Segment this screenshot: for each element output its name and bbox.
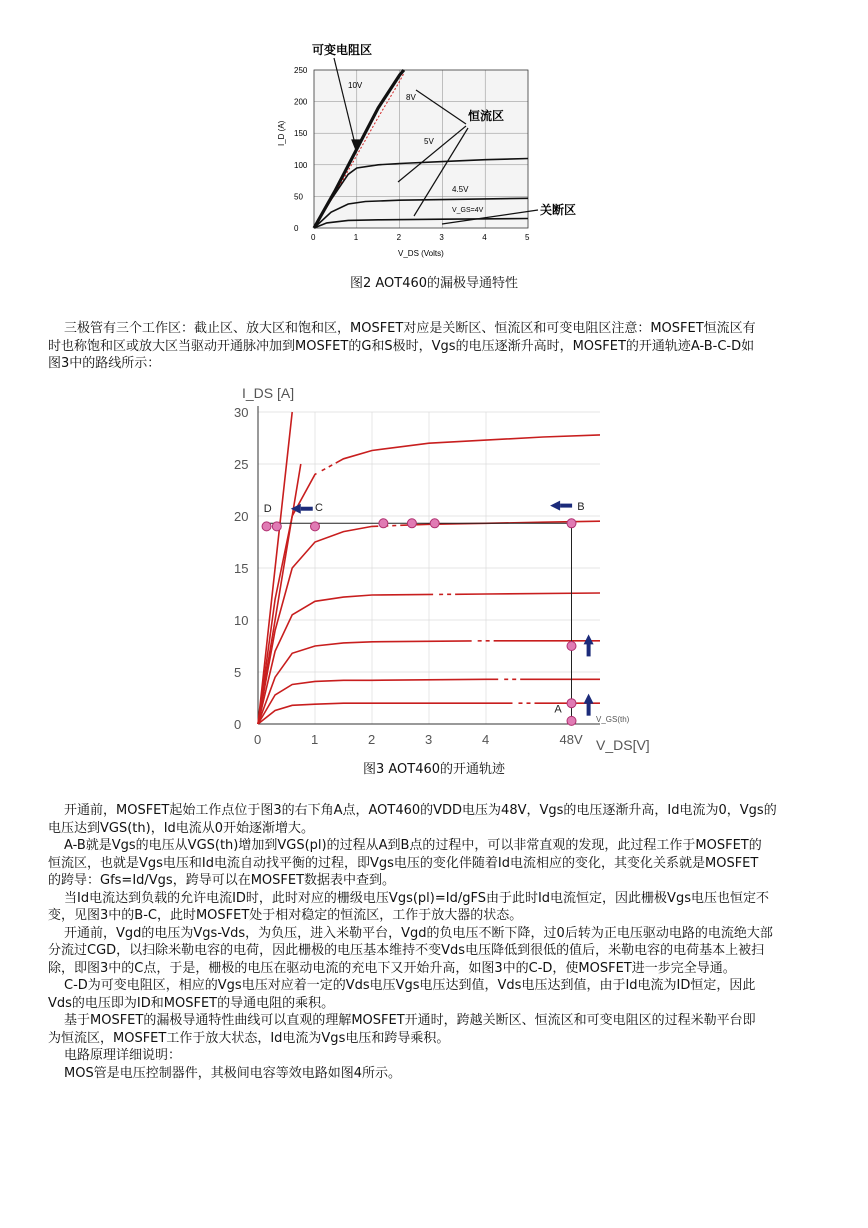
fig2-xtick-label: 4 [482,233,487,242]
trajectory-point [567,699,576,708]
curve-label-4-5v: 4.5V [452,185,469,194]
body-line: 电路原理详细说明： [64,1048,182,1063]
fig3-ytick-label: 25 [234,457,249,472]
fig3-vgs-label: V_GS(th) [596,715,630,724]
fig3-xtick-label: 3 [425,732,433,747]
figure-3-chart [220,382,660,760]
fig3-xtick-label: 48V [559,732,583,747]
body-line: 开通前，MOSFET起始工作点位于图3的右下角A点，AOT460的VDD电压为48V，Vgs的电压逐渐升高，Id电流为0，Vgs的 [64,803,777,818]
body-line: 分流过CGD，以扫除米勒电容的电荷，因此栅极的电压基本维持不变Vds电压降低到很低的值后，米勒电容的电荷基本上被扫 [48,943,765,958]
trajectory-point [430,519,439,528]
body-line: 基于MOSFET的漏极导通特性曲线可以直观的理解MOSFET开通时，跨越关断区、恒流区和可变电阻区的过程米勒平台即 [64,1013,756,1028]
trajectory-label-a: A [554,703,562,716]
body-line: 电压达到VGS(th)，Id电流从0开始逐渐增大。 [48,820,315,836]
figure-3-caption: 图3 AOT460的开通轨迹 [362,762,506,777]
trajectory-point [567,519,576,528]
fig3-ytick-label: 0 [234,717,242,732]
trajectory-point [567,642,576,651]
curve-label-8v: 8V [406,93,416,102]
figure-2-drain-characteristics [270,42,577,264]
trajectory-arrow-left [550,501,560,511]
trajectory-point [379,519,388,528]
fig2-ytick-label: 100 [294,160,308,170]
fig3-ytick-label: 10 [234,613,249,628]
body-line: MOS管是电压控制器件，其极间电容等效电路如图4所示。 [64,1065,401,1081]
trajectory-label-c: C [315,501,323,514]
body-line: C-D为可变电阻区，相应的Vgs电压对应着一定的Vds电压Vgs电压达到值，Vds电压达到值，由于Id电流为ID恒定，因此 [64,978,756,993]
fig3-ylabel: I_DS [A] [242,385,295,401]
trajectory-point [262,522,271,531]
fig3-ytick-label: 30 [234,405,249,420]
fig2-xtick-label: 1 [353,233,359,242]
fig2-ytick-label: 50 [294,192,303,202]
intro-line: 时也称饱和区或放大区当驱动开通脉冲加到MOSFET的G和S极时，Vgs的电压逐渐升高时，MOSFET的开通轨迹A-B-C-D如 [48,338,755,354]
fig3-ytick-label: 5 [234,665,242,680]
body-line: 当Id电流达到负载的允许电流ID时，此时对应的栅级电压Vgs(pl)=Id/gFS由于此时Id电流恒定，因此栅极Vgs电压也恒定不 [64,890,769,906]
fig2-ytick-label: 150 [294,129,308,139]
fig2-ytick-label: 0 [294,224,299,233]
intro-paragraph [48,320,824,373]
region-label-variable-resistance: 可变电阻区 [312,43,373,57]
fig3-ytick-label: 15 [234,561,249,576]
figure-3-turn-on-trajectory [220,382,660,760]
curve-label-10v: 10V [348,81,363,90]
fig3-xtick-label: 1 [311,732,319,747]
trajectory-arrow-shaft [587,703,591,716]
fig3-xtick-label: 2 [368,732,376,747]
region-label-cutoff: 关断区 [540,203,577,217]
intro-line: 图3中的路线所示： [48,356,161,371]
figure-2-chart [270,42,577,264]
trajectory-label-d: D [263,502,272,515]
fig2-xtick-label: 0 [311,233,316,242]
trajectory-point [272,522,281,531]
trajectory-point [311,522,320,531]
body-line: 的跨导：Gfs=Id/Vgs，跨导可以在MOSFET数据表中查到。 [48,873,396,888]
trajectory-arrow-up [584,694,594,704]
fig2-xtick-label: 3 [439,233,444,242]
trajectory-arrow-up [584,634,594,644]
body-line: 恒流区，也就是Vgs电压和Id电流自动找平衡的过程，即Vgs电压的变化伴随着Id电流相应的变化，其变化关系就是MOSFET [48,855,759,871]
fig3-xtick-label: 4 [482,732,490,747]
trajectory-label-b: B [577,500,585,513]
body-line: A-B就是Vgs的电压从VGS(th)增加到VGS(pl)的过程从A到B点的过程中，可以非常直观的发现，此过程工作于MOSFET的 [64,838,762,853]
body-line: 变，见图3中的B-C，此时MOSFET处于相对稳定的恒流区，工作于放大器的状态。 [48,908,523,923]
fig2-ytick-label: 200 [294,97,308,107]
intro-line: 三极管有三个工作区：截止区、放大区和饱和区，MOSFET对应是关断区、恒流区和可变电阻区注意：MOSFET恒流区有 [64,321,756,336]
body-line: Vds的电压即为ID和MOSFET的导通电阻的乘积。 [48,995,335,1011]
fig3-xlabel: V_DS[V] [596,737,650,753]
region-label-constant-current: 恒流区 [468,109,505,123]
figure-2-caption: 图2 AOT460的漏极导通特性 [349,276,519,291]
fig2-xtick-label: 2 [396,233,402,242]
trajectory-point [407,519,416,528]
body-line: 开通前，Vgd的电压为Vgs-Vds，为负压，进入米勒平台，Vgd的负电压不断下降，过0后转为正电压驱动电路的电流绝大部 [64,925,773,941]
trajectory-arrow-shaft [587,643,591,656]
fig2-ytick-label: 250 [294,66,308,75]
fig2-ylabel: I_D (A) [277,120,286,146]
curve-label-4v: V_GS=4V [452,207,484,214]
curve-label-5v: 5V [424,137,434,146]
fig2-xtick-label: 5 [525,233,530,242]
fig3-ytick-label: 20 [234,509,249,524]
fig2-xlabel: V_DS (Volts) [398,249,444,258]
body-line: 为恒流区，MOSFET工作于放大状态，Id电流为Vgs电压和跨导乘积。 [48,1030,450,1046]
body-paragraphs [48,802,824,1082]
trajectory-arrow-shaft [560,504,572,508]
trajectory-arrow-shaft [301,507,313,511]
trajectory-point [567,716,576,725]
fig3-xtick-label: 0 [254,732,262,747]
body-line: 除，即图3中的C点，于是，栅极的电压在驱动电流的充电下又开始升高，如图3中的C-D，使MOSFET进一步完全导通。 [48,960,736,976]
